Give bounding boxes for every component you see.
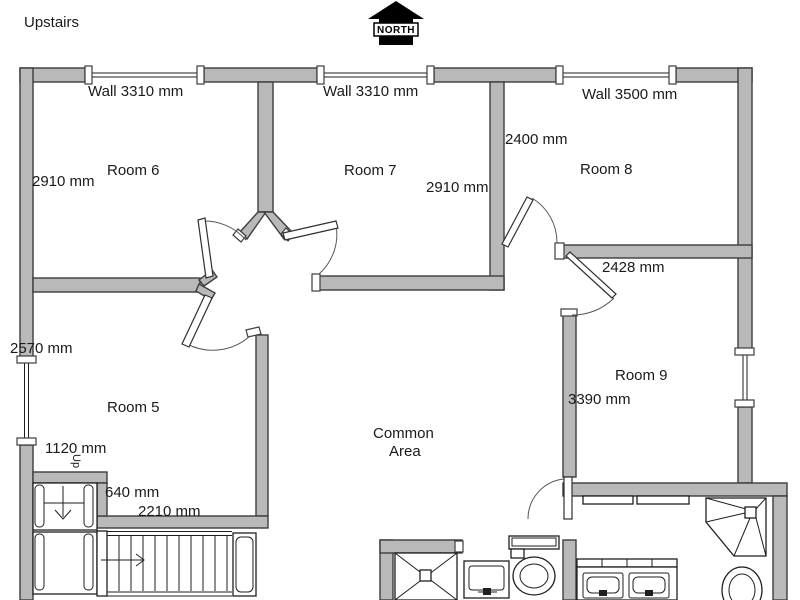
- measurement-stairs-flight: 2210 mm: [138, 503, 201, 520]
- window-right-wall: [735, 348, 754, 407]
- toilet-symbol-center: [509, 536, 559, 595]
- vanity-double-sink: [577, 559, 677, 600]
- window-top-middle: [317, 66, 434, 84]
- door-room5: [182, 295, 250, 350]
- stair-treads: [119, 536, 227, 591]
- measurement-left-window: 2570 mm: [10, 340, 73, 357]
- room7-label: Room 7: [344, 162, 397, 179]
- common-area-line1: Common: [373, 425, 434, 442]
- stairs-up-label: Up: [70, 454, 82, 469]
- measurement-room6-left: 2910 mm: [32, 173, 95, 190]
- measurement-stairs-top: 1120 mm: [45, 440, 107, 457]
- common-area-line2: Area: [389, 443, 421, 460]
- room5-label: Room 5: [107, 399, 160, 416]
- door-room8: [502, 197, 557, 247]
- door-bathroom: [528, 477, 572, 519]
- corner-shower-symbol: [706, 498, 766, 556]
- door-room7: [283, 221, 338, 274]
- room6-label: Room 6: [107, 162, 160, 179]
- window-left-wall: [17, 356, 36, 445]
- sink-symbol: [464, 561, 509, 598]
- north-arrow-icon: [368, 1, 424, 45]
- window-top-right: [556, 66, 676, 84]
- common-area-label: [373, 425, 434, 460]
- window-top-left: [85, 66, 204, 84]
- page-title: Upstairs: [24, 14, 80, 31]
- room9-label: Room 9: [615, 367, 668, 384]
- north-label: NORTH: [376, 25, 416, 36]
- measurement-room7-right: 2910 mm: [426, 179, 489, 196]
- door-room6: [198, 218, 246, 278]
- measurement-stairs-landing: 640 mm: [105, 484, 160, 501]
- interior-walls: [33, 82, 752, 600]
- room8-label: Room 8: [580, 161, 633, 178]
- shower-symbol-common: [395, 553, 457, 600]
- measurement-wall-top-left: Wall 3310 mm: [88, 83, 184, 100]
- closet-sliding-doors: [583, 496, 689, 504]
- measurement-wall-top-right: Wall 3500 mm: [582, 86, 678, 103]
- measurement-room8-left: 2400 mm: [505, 131, 568, 148]
- measurement-room8-bottom: 2428 mm: [602, 259, 665, 276]
- measurement-room9-left: 3390 mm: [568, 391, 631, 408]
- toilet-symbol-right: [722, 567, 762, 600]
- measurement-wall-top-middle: Wall 3310 mm: [323, 83, 419, 100]
